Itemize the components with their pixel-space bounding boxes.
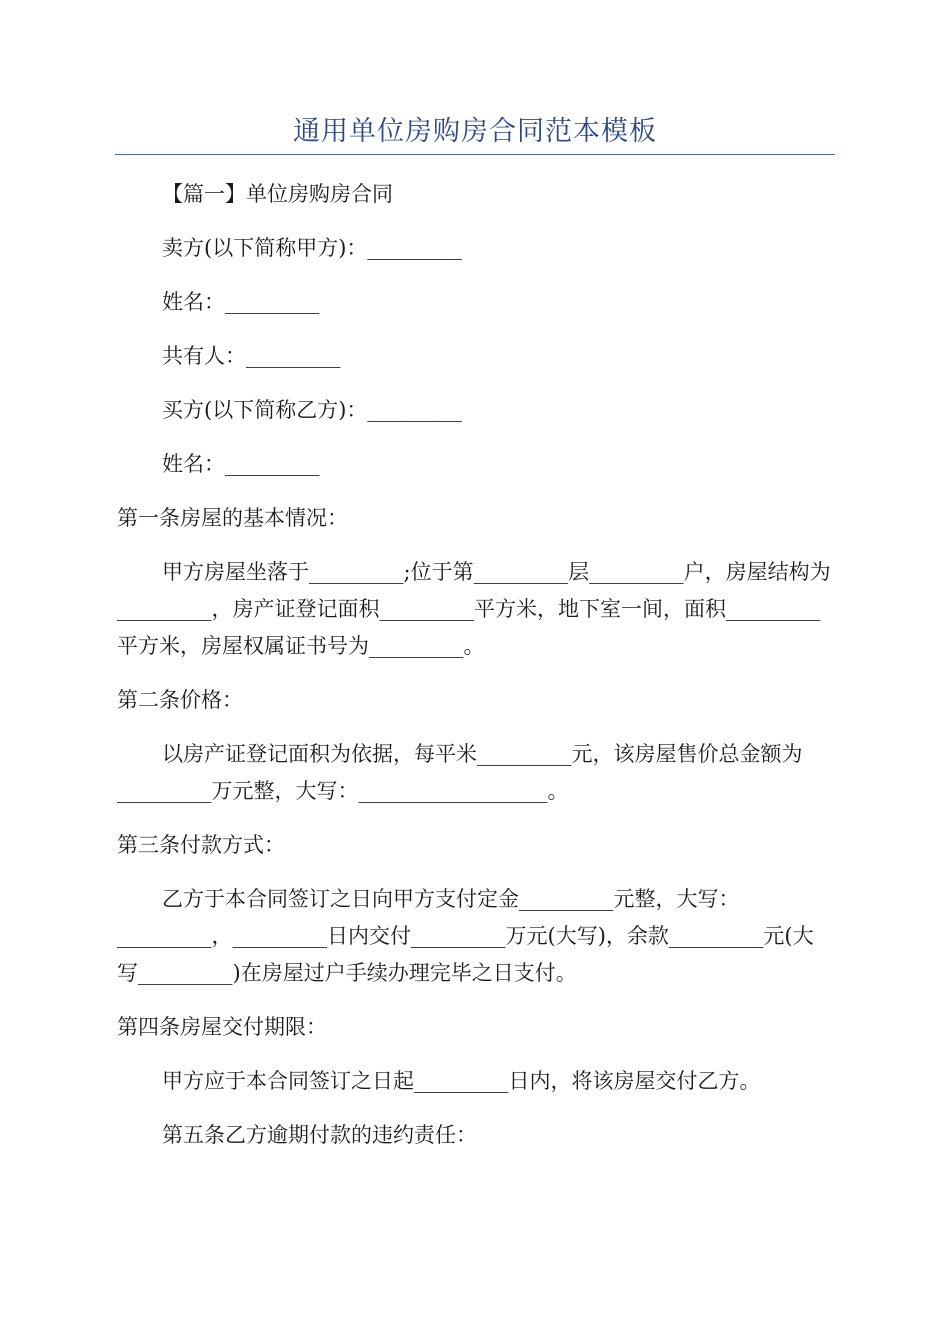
section-heading-part-one: 【篇一】单位房购房合同 (162, 182, 393, 206)
buyer-name-line: 姓名：_________ (162, 452, 320, 476)
article-2-heading: 第二条价格： (117, 688, 243, 712)
buyer-line: 买方(以下简称乙方)：_________ (162, 398, 462, 422)
article-3-heading: 第三条付款方式： (117, 833, 285, 857)
title-underline (115, 154, 835, 155)
document-body (117, 176, 833, 1171)
article-2-body: 以房产证登记面积为依据，每平米_________元，该房屋售价总金额为_________万元整，大写：__________________。 (117, 742, 803, 803)
seller-line: 卖方(以下简称甲方)：_________ (162, 236, 462, 260)
article-1-heading: 第一条房屋的基本情况： (117, 506, 348, 530)
article-4-heading: 第四条房屋交付期限： (117, 1015, 327, 1039)
document-title: 通用单位房购房合同范本模板 (293, 116, 657, 147)
co-owner-line: 共有人：_________ (162, 344, 341, 368)
article-4-body: 甲方应于本合同签订之日起_________日内，将该房屋交付乙方。 (162, 1069, 761, 1093)
article-5-heading: 第五条乙方逾期付款的违约责任： (162, 1123, 477, 1147)
seller-name-line: 姓名：_________ (162, 290, 320, 314)
article-3-body: 乙方于本合同签订之日向甲方支付定金_________元整，大写：_________，_________日内交付_________万元(大写)，余款_________元(大写_________)在房屋过户手续办理完毕之日支付。 (117, 887, 814, 985)
article-1-body: 甲方房屋坐落于_________;位于第_________层_________户，房屋结构为_________，房产证登记面积_________平方米，地下室一间，面积_________平方米，房屋权属证书号为_________。 (117, 560, 831, 658)
